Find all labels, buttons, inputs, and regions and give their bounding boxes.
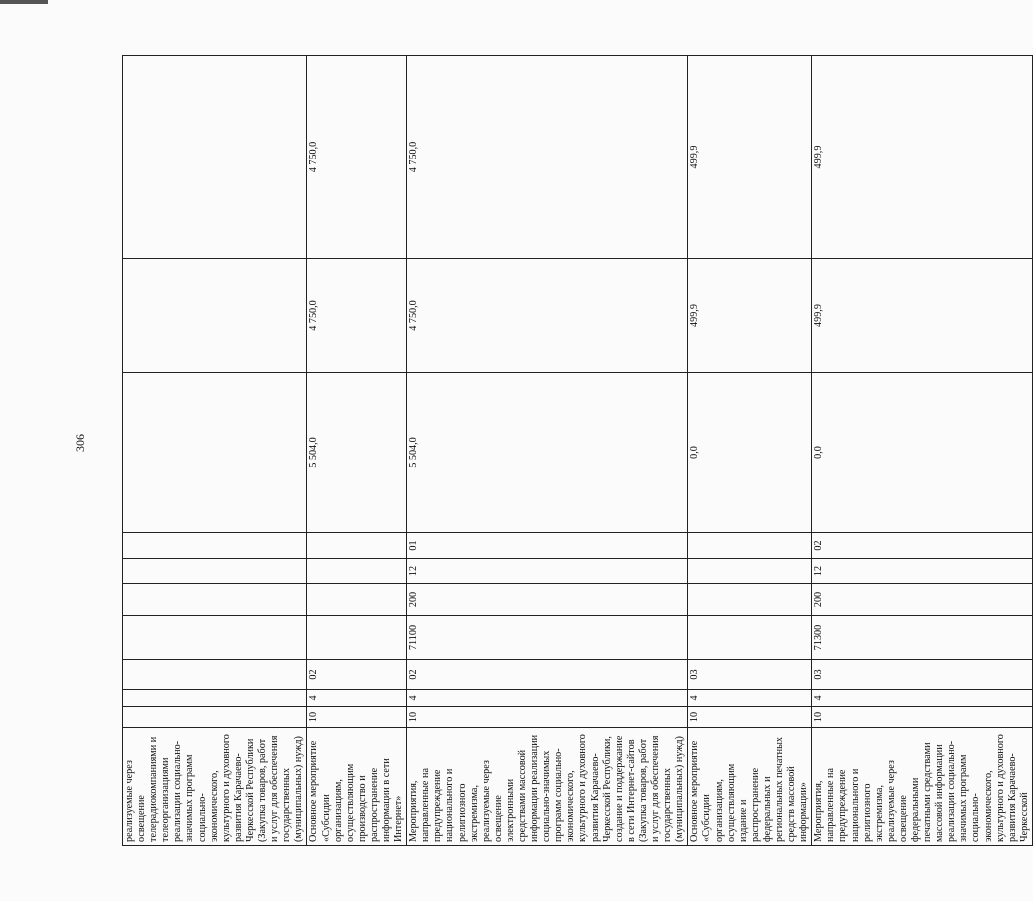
scan-edge-mark <box>0 0 48 4</box>
table-row <box>123 56 307 846</box>
sub-item-cell <box>688 559 812 584</box>
description-cell: Мероприятия, направленные на предупреждение национального и религиозного экстремизма, реализуемые через освещение федеральными печатными средствами массовой информации реализации социально-значимых программ социально-экономического, культурного и духовного развития Карачаево-Черкесской <box>812 728 1033 846</box>
measure-code-cell <box>688 533 812 559</box>
expense-type-cell: 200 <box>407 584 688 616</box>
table-row <box>688 56 812 846</box>
amount-year1-cell: 0,0 <box>688 373 812 533</box>
expense-type-cell <box>688 584 812 616</box>
amount-year1-cell: 5 504,0 <box>407 373 688 533</box>
amount-year3-cell <box>123 56 307 259</box>
article-code-cell <box>123 616 307 660</box>
article-code-cell <box>688 616 812 660</box>
section-code-cell <box>123 707 307 728</box>
amount-year1-cell: 0,0 <box>812 373 1033 533</box>
amount-year1-cell: 5 504,0 <box>307 373 407 533</box>
table-body <box>123 56 1033 846</box>
measure-code-cell <box>307 533 407 559</box>
expense-type-cell: 200 <box>812 584 1033 616</box>
article-code-cell: 71100 <box>407 616 688 660</box>
amount-year2-cell <box>123 259 307 373</box>
table-row <box>812 56 1033 846</box>
amount-year2-cell: 4 750,0 <box>407 259 688 373</box>
subsection-code-cell: 4 <box>407 690 688 707</box>
amount-year2-cell: 4 750,0 <box>307 259 407 373</box>
subsection-code-cell: 4 <box>688 690 812 707</box>
article-code-cell <box>307 616 407 660</box>
amount-year1-cell <box>123 373 307 533</box>
subsection-code-cell: 4 <box>307 690 407 707</box>
description-cell: Мероприятия, направленные на предупреждение национального и религиозного экстремизма, реализуемые через освещение электронными средствами массовой информации реализации социально-значимых программ социально-экономического, культурного и духовного развития Карачаево-Черкесской Республики, создание и поддержание в сети Интернет-сайтов (Закупка товаров, работ и услуг для обеспечения государственных (муниципальных) нужд) <box>407 728 688 846</box>
program-code-cell <box>123 660 307 690</box>
section-code-cell: 10 <box>307 707 407 728</box>
subsection-code-cell: 4 <box>812 690 1033 707</box>
measure-code-cell: 02 <box>812 533 1033 559</box>
measure-code-cell <box>123 533 307 559</box>
budget-table <box>122 55 1033 846</box>
table-row <box>307 56 407 846</box>
sub-item-cell <box>123 559 307 584</box>
amount-year3-cell: 4 750,0 <box>407 56 688 259</box>
program-code-cell: 02 <box>307 660 407 690</box>
amount-year3-cell: 4 750,0 <box>307 56 407 259</box>
description-cell: Основное мероприятие «Субсидии организациям, осуществляющим издание и распространение федеральных и региональных печатных средств массовой информации» <box>688 728 812 846</box>
sub-item-cell <box>307 559 407 584</box>
table-row <box>407 56 688 846</box>
sub-item-cell: 12 <box>812 559 1033 584</box>
description-cell: реализуемые через освещение телерадиокомпаниями и телеорганизациями реализации социально-значимых программ социально-экономического, культурного и духовного развития Карачаево-Черкесской Республики (Закупка товаров, работ и услуг для обеспечения государственных (муниципальных) нужд) <box>123 728 307 846</box>
amount-year3-cell: 499,9 <box>812 56 1033 259</box>
amount-year3-cell: 499,9 <box>688 56 812 259</box>
amount-year2-cell: 499,9 <box>688 259 812 373</box>
program-code-cell: 03 <box>688 660 812 690</box>
subsection-code-cell <box>123 690 307 707</box>
section-code-cell: 10 <box>688 707 812 728</box>
program-code-cell: 02 <box>407 660 688 690</box>
article-code-cell: 71300 <box>812 616 1033 660</box>
expense-type-cell <box>307 584 407 616</box>
section-code-cell: 10 <box>407 707 688 728</box>
measure-code-cell: 01 <box>407 533 688 559</box>
amount-year2-cell: 499,9 <box>812 259 1033 373</box>
page-number: 306 <box>73 434 87 452</box>
sub-item-cell: 12 <box>407 559 688 584</box>
description-cell: Основное мероприятие «Субсидии организациям, осуществляющим производство и распространение информации в сети Интернет» <box>307 728 407 846</box>
expense-type-cell <box>123 584 307 616</box>
section-code-cell: 10 <box>812 707 1033 728</box>
program-code-cell: 03 <box>812 660 1033 690</box>
rotated-page-content <box>122 56 1030 846</box>
